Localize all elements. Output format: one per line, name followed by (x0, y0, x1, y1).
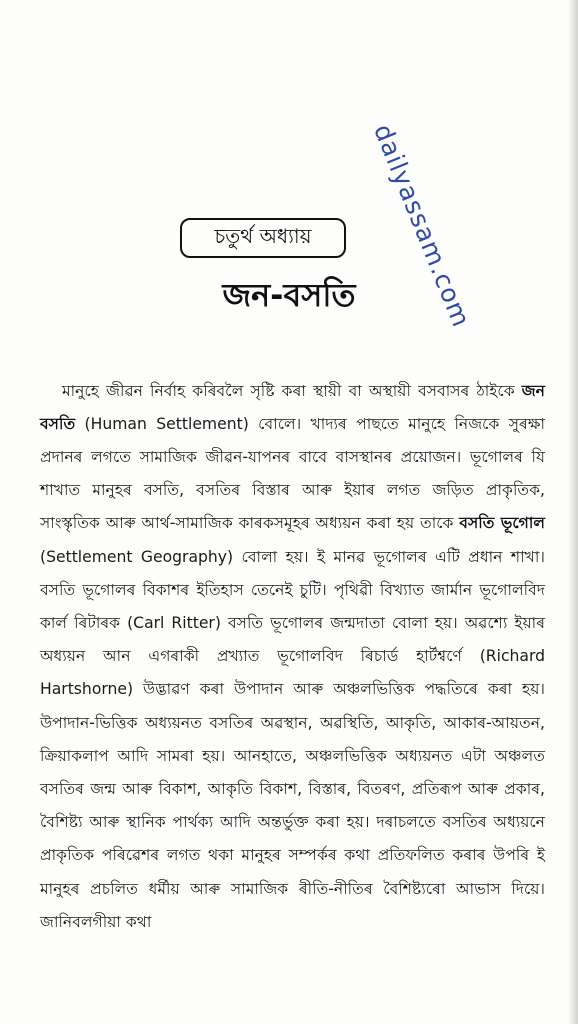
page-edge-shadow (568, 0, 578, 1024)
term-settlement-geography: বসতি ভূগোল (459, 514, 545, 533)
chapter-label-box (180, 218, 346, 258)
watermark-text: dailyassam.com (368, 120, 477, 332)
paragraph-text: (Human Settlement) বোলে। খাদ্যৰ পাছতে মানুহে নিজকে সুৰক্ষা প্ৰদানৰ লগতে সামাজিক জীৱন-যাপনৰ বাবে বাসস্থানৰ প্ৰয়োজন। ভূগোলৰ যি শাখাত মানুহৰ বসতি, বসতিৰ বিস্তাৰ আৰু ইয়াৰ লগত জড়িত প্ৰাকৃতিক, সাংস্কৃতিক আৰু আৰ্থ-সামাজিক কাৰকসমূহৰ অধ্যয়ন কৰা হয় তাকে (40, 414, 545, 533)
chapter-title: জন-বসতি (222, 276, 356, 314)
body-paragraph (40, 375, 545, 939)
chapter-label: চতুৰ্থ অধ্যায় (214, 223, 312, 248)
term-human-settlement: জন বসতি (40, 381, 545, 433)
paragraph-text: মানুহে জীৱন নিৰ্বাহ কৰিবলৈ সৃষ্টি কৰা স্থায়ী বা অস্থায়ী বসবাসৰ ঠাইকে (62, 381, 522, 400)
paragraph-text: (Settlement Geography) বোলা হয়। ই মানৱ ভূগোলৰ এটি প্ৰধান শাখা। বসতি ভূগোলৰ বিকাশৰ ইতিহাস তেনেই চুটি। পৃথিৱী বিখ্যাত জাৰ্মান ভূগোলবিদ কাৰ্ল ৰিটাৰক (Carl Ritter) বসতি ভূগোলৰ জন্মদাতা বোলা হয়। অৱশ্যে ইয়াৰ অধ্যয়ন আন এগৰাকী প্ৰখ্যাত ভূগোলবিদ ৰিচাৰ্ড হাৰ্টশ্বৰ্ণে (Richard Hartshorne) উদ্ভাৱণ কৰা উপাদান আৰু অঞ্চলভিত্তিক পদ্ধতিৰে কৰা হয়। উপাদান-ভিত্তিক অধ্যয়নত বসতিৰ অৱস্থান, অৱস্থিতি, আকৃতি, আকাৰ-আয়তন, ক্ৰিয়াকলাপ আদি সামৰা হয়। আনহাতে, অঞ্চলভিত্তিক অধ্যয়নত এটা অঞ্চলত বসতিৰ জন্ম আৰু বিকাশ, আকৃতি বিকাশ, বিস্তাৰ, বিতৰণ, প্ৰতিৰূপ আৰু প্ৰকাৰ, বৈশিষ্ট্য আৰু স্থানিক পাৰ্থক্য আদি অন্তৰ্ভুক্ত কৰা হয়। দৰাচলতে বসতিৰ অধ্যয়নে প্ৰাকৃতিক পৰিৱেশৰ লগত থকা মানুহৰ সম্পৰ্কৰ কথা প্ৰতিফলিত কৰাৰ উপৰি ই মানুহৰ প্ৰচলিত ধৰ্মীয় আৰু সামাজিক ৰীতি-নীতিৰ বৈশিষ্ট্যৰো আভাস দিয়ে। জানিবলগীয়া কথা (40, 547, 545, 931)
